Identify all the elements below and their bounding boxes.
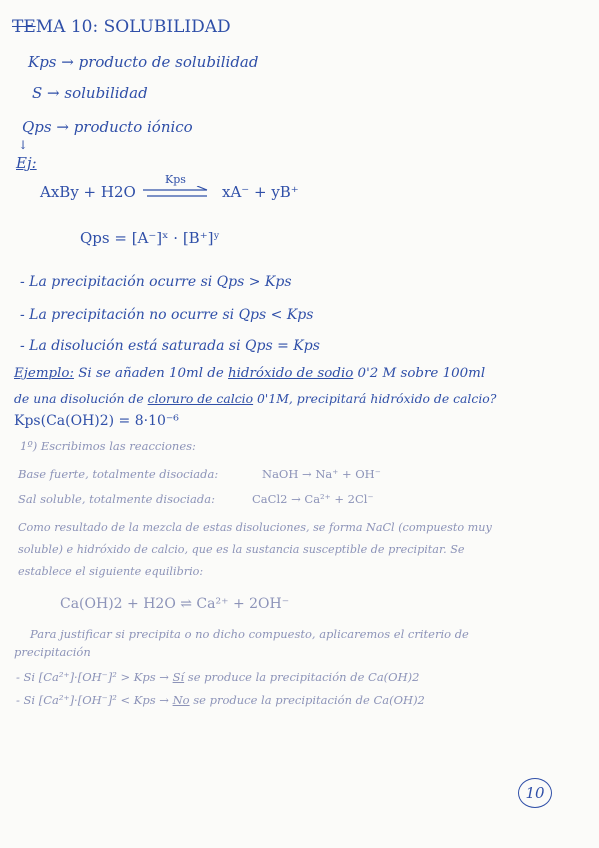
definition-qps: Qps → producto iónico: [22, 118, 193, 136]
problem-kps-value: Kps(Ca(OH)2) = 8·10⁻⁶: [14, 413, 179, 429]
salt-text: Sal soluble, totalmente disociada:: [18, 492, 215, 506]
paragraph-line-1: Como resultado de la mezcla de estas disoluciones, se forma NaCl (compuesto muy: [18, 521, 492, 534]
problem-line-1-a: Si se añaden 10ml de: [78, 366, 229, 381]
problem-reagent-2: cloruro de calcio: [147, 391, 254, 406]
criterion-no-answer: No: [172, 693, 190, 707]
problem-line-2-c: 0'1M, precipitará hidróxido de calcio?: [253, 391, 497, 406]
problem-line-1: [14, 367, 485, 382]
reaction-kps-label: Kps: [165, 173, 186, 186]
problem-line-2: [14, 392, 496, 406]
justification-line-2: precipitación: [14, 645, 91, 659]
criterion-no-condition: - Si [Ca²⁺]·[OH⁻]² < Kps →: [16, 693, 169, 707]
salt-equation: CaCl2 → Ca²⁺ + 2Cl⁻: [252, 492, 374, 506]
criterion-no: [16, 694, 425, 707]
paragraph-line-2: soluble) e hidróxido de calcio, que es la sustancia susceptible de precipitar. Se: [18, 543, 465, 556]
down-arrow-icon: ↓: [18, 138, 29, 152]
criterion-no-result: se produce la precipitación de Ca(OH)2: [193, 693, 425, 707]
criterion-yes-answer: Sí: [172, 670, 185, 684]
example-label: Ej:: [16, 154, 37, 172]
reaction-right: xA⁻ + yB⁺: [222, 183, 299, 201]
base-equation: NaOH → Na⁺ + OH⁻: [262, 467, 381, 481]
title-rest: MA 10: SOLUBILIDAD: [35, 17, 231, 37]
qps-formula: Qps = [A⁻]ˣ · [B⁺]ʸ: [80, 229, 220, 247]
rule-precipitation-occurs: - La precipitación ocurre si Qps > Kps: [20, 274, 292, 290]
justification-line-1: Para justificar si precipita o no dicho compuesto, aplicaremos el criterio de: [30, 627, 469, 641]
problem-reagent-1: hidróxido de sodio: [228, 366, 354, 381]
criterion-yes-result: se produce la precipitación de Ca(OH)2: [187, 670, 420, 684]
page-number: [518, 778, 552, 808]
problem-label: Ejemplo:: [14, 366, 74, 381]
problem-line-2-a: de una disolución de: [14, 391, 148, 406]
page-title: [12, 18, 231, 37]
criterion-yes-condition: - Si [Ca²⁺]·[OH⁻]² > Kps →: [16, 670, 169, 684]
paragraph-line-3: establece el siguiente equilibrio:: [18, 565, 204, 578]
criterion-yes: [16, 671, 419, 684]
base-text: Base fuerte, totalmente disociada:: [18, 467, 219, 481]
rule-precipitation-not-occurs: - La precipitación no ocurre si Qps < Kps: [20, 307, 314, 323]
title-crossed: TE: [12, 17, 36, 37]
reaction-left: AxBy + H2O: [40, 183, 136, 201]
equilibrium-equation: Ca(OH)2 + H2O ⇌ Ca²⁺ + 2OH⁻: [60, 596, 290, 612]
problem-line-1-c: 0'2 M sobre 100ml: [353, 366, 486, 381]
definition-kps: Kps → producto de solubilidad: [28, 53, 259, 71]
equilibrium-arrow-icon: [143, 186, 211, 200]
step-1: 1º) Escribimos las reacciones:: [20, 439, 196, 453]
definition-s: S → solubilidad: [32, 84, 148, 102]
rule-saturated: - La disolución está saturada si Qps = Kps: [20, 338, 320, 354]
page-number-value: 10: [525, 784, 545, 802]
